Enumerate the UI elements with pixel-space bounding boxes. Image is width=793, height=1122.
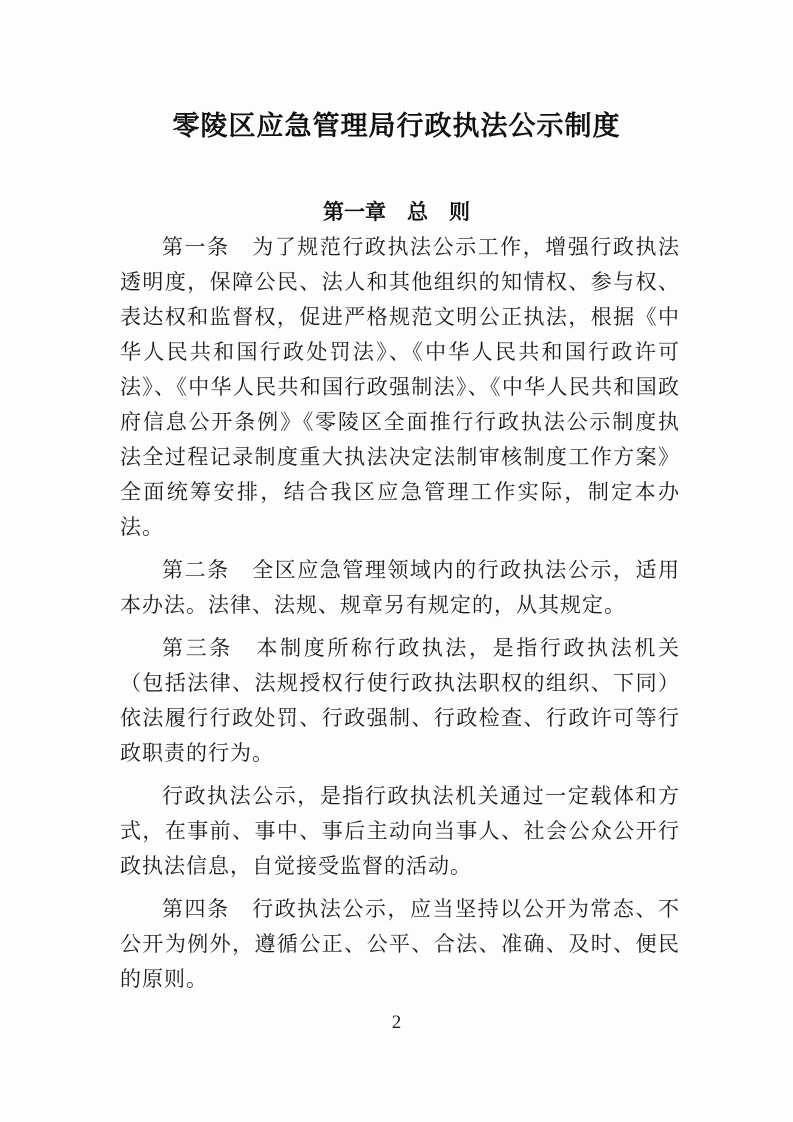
article-1-text: 为了规范行政执法公示工作，增强行政执法透明度，保障公民、法人和其他组织的知情权、参与权、表达权和监督权，促进严格规范文明公正执法，根据《中华人民共和国行政处罚法》、《中华人民共和国行政许可法》、《中华人民共和国行政强制法》、《中华人民共和国政府信息公开条例》《零陵区全面推行行政执法公示制度执法全过程记录制度重大执法决定法制审核制度工作方案》全面统筹安排，结合我区应急管理工作实际，制定本办法。 xyxy=(120,235,681,539)
document-body xyxy=(120,230,680,997)
article-1-number: 第一条 xyxy=(162,235,253,259)
article-2-number: 第二条 xyxy=(162,558,253,582)
article-4-text: 行政执法公示，应当坚持以公开为常态、不公开为例外，遵循公正、公平、合法、准确、及时、便民的原则。 xyxy=(120,897,681,991)
article-3-paragraph xyxy=(120,631,680,771)
page-number: 2 xyxy=(391,1012,402,1033)
article-1-paragraph xyxy=(120,230,680,545)
chapter-heading: 第一章 总 则 xyxy=(323,200,470,224)
article-3-text: 本制度所称行政执法，是指行政执法机关（包括法律、法规授权行使行政执法职权的组织、下同）依法履行行政处罚、行政强制、行政检查、行政许可等行政职责的行为。 xyxy=(120,636,681,765)
article-2-paragraph xyxy=(120,553,680,623)
article-3-continuation-text: 行政执法公示，是指行政执法机关通过一定载体和方式，在事前、事中、事后主动向当事人、社会公众公开行政执法信息，自觉接受监督的活动。 xyxy=(120,784,680,878)
article-3-continuation-paragraph xyxy=(120,779,680,884)
article-3-number: 第三条 xyxy=(162,636,257,660)
document-title: 零陵区应急管理局行政执法公示制度 xyxy=(172,111,621,142)
article-4-number: 第四条 xyxy=(162,897,253,921)
article-4-paragraph xyxy=(120,892,680,997)
article-2-text: 全区应急管理领域内的行政执法公示，适用本办法。法律、法规、规章另有规定的，从其规定。 xyxy=(120,558,681,617)
